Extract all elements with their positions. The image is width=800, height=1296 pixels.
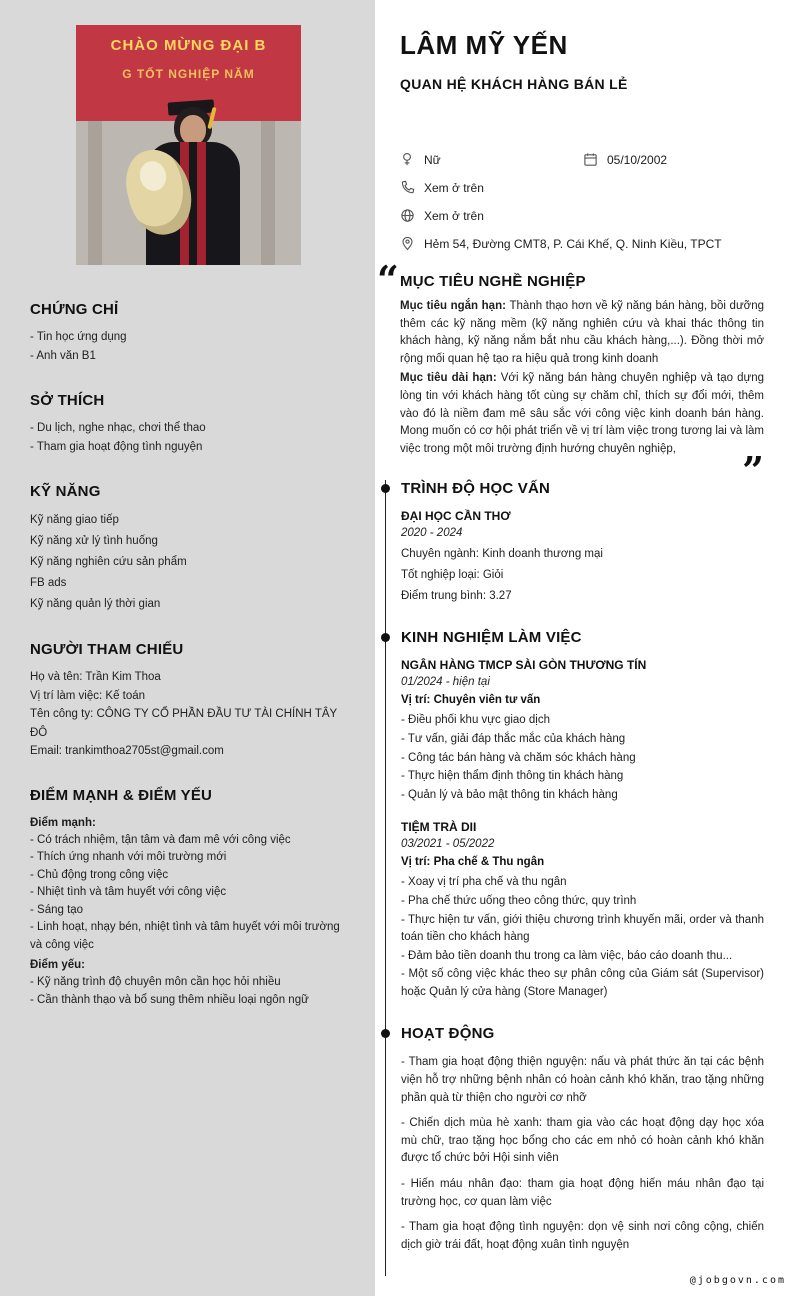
sidebar [0,0,375,1296]
info-website [400,208,764,223]
hobby-item: - Du lịch, nghe nhạc, chơi thể thao [30,422,206,434]
personal-info [400,152,764,251]
job-duty: - Quản lý và bảo mật thông tin khách hàng [401,788,618,801]
objective-short-text: Thành thạo hơn về kỹ năng bán hàng, bồi dưỡng thêm các kỹ năng mềm (kỹ năng nghiên cứu và khai thác thông tin khách hàng, kỹ năng nắm bắt nhu cầu khách hàng,...). Đồng thời mở rộng mối quan hệ tạo ra hiệu quả trong kinh doanh [400,300,764,365]
strength-item: - Linh hoạt, nhạy bén, nhiệt tình và tâm huyết với môi trường và công việc [30,921,340,951]
education-heading [401,480,764,497]
watermark: @jobgovn.com [689,1275,786,1286]
experience-heading-label: KINH NGHIỆM LÀM VIỆC [401,629,582,647]
location-icon [400,236,415,251]
phone-value: Xem ở trên [424,180,484,195]
job-duty: - Thực hiện thẩm định thông tin khách hàng [401,770,624,783]
photo-banner-text2: G TỐT NGHIỆP NĂM [122,67,255,81]
photo-building-column [261,121,275,265]
certificate-item: - Tin học ứng dụng [30,331,127,343]
weakness-item: - Cần thành thạo và bổ sung thêm nhiều loại ngôn ngữ [30,993,309,1006]
info-phone [400,180,764,195]
globe-icon [400,208,415,223]
strength-item: - Có trách nhiệm, tận tâm và đam mê với công việc [30,833,291,846]
gender-icon [400,152,415,167]
address-value: Hẻm 54, Đường CMT8, P. Cái Khế, Q. Ninh Kiều, TPCT [424,236,722,251]
strength-item: - Chủ động trong công việc [30,868,169,881]
skill-item: Kỹ năng quản lý thời gian [30,598,161,610]
info-row-gender-dob [400,152,764,167]
photo-banner-text: CHÀO MỪNG ĐẠI B [110,37,267,54]
info-address [400,236,764,251]
photo-building-column [88,121,102,265]
candidate-job-title: QUAN HỆ KHÁCH HÀNG BÁN LẺ [400,76,628,92]
reference-heading: NGƯỜI THAM CHIẾU [30,641,184,658]
strength-item: - Nhiệt tình và tâm huyết với công việc [30,886,227,898]
job-entry [401,658,764,804]
job-period: 03/2021 - 05/2022 [401,838,495,851]
weaknesses-label: Điểm yếu: [30,959,85,971]
reference-position: Vị trí làm việc: Kế toán [30,689,146,702]
website-value: Xem ở trên [424,208,484,223]
photo-person-face [180,115,206,145]
objective-short-term [400,298,764,368]
job-duty: - Tư vấn, giải đáp thắc mắc của khách hàng [401,732,626,745]
strengths-weaknesses-heading: ĐIỂM MẠNH & ĐIỂM YẾU [30,786,213,804]
phone-icon [400,180,415,195]
certificate-item: - Anh văn B1 [30,350,96,362]
education-period: 2020 - 2024 [401,527,463,540]
education-heading-label: TRÌNH ĐỘ HỌC VẤN [401,480,551,498]
job-position: Vị trí: Pha chế & Thu ngân [401,856,545,869]
education-grade: Tốt nghiệp loại: Giỏi [401,569,504,582]
skill-item: Kỹ năng xử lý tình huống [30,535,158,547]
reference-email: Email: trankimthoa2705st@gmail.com [30,745,224,757]
calendar-icon [583,152,598,167]
objective-heading: MỤC TIÊU NGHỀ NGHIỆP [400,273,586,290]
weakness-item: - Kỹ năng trình độ chuyên môn cần học hỏi nhiều [30,976,281,988]
close-quote-icon: ” [742,448,764,494]
activities-heading [401,1025,764,1042]
job-duty: - Công tác bán hàng và chăm sóc khách hàng [401,751,636,764]
job-duty: - Thực hiện tư vấn, giới thiệu chương trình khuyến mãi, order và thanh toán tiền cho khách hàng [401,913,764,944]
skill-item: Kỹ năng giao tiếp [30,514,119,526]
activities-heading-label: HOẠT ĐỘNG [401,1025,495,1043]
reference-company: Tên công ty: CÔNG TY CỔ PHẦN ĐẦU TƯ TÀI CHÍNH TÂY ĐÔ [30,708,337,739]
info-gender [400,152,583,167]
activity-item: - Chiến dịch mùa hè xanh: tham gia vào các hoạt động dạy học xóa mù chữ, trao tặng học bổng cho các em nhỏ có hoàn cảnh khó khăn được tổ chức bởi Hội sinh viên [401,1117,764,1165]
objective-short-label: Mục tiêu ngắn hạn: [400,300,510,312]
timeline [385,480,764,1276]
job-entry [401,820,764,1001]
job-duty: - Một số công việc khác theo sự phân công của Giám sát (Supervisor) hoặc Quản lý cửa hàng (Store Manager) [401,968,764,998]
skill-item: FB ads [30,577,67,589]
hobby-item: - Tham gia hoạt động tình nguyện [30,441,203,453]
strengths-label: Điểm mạnh: [30,816,96,829]
job-duty: - Pha chế thức uống theo công thức, quy trình [401,894,637,907]
job-duty: - Xoay vị trí pha chế và thu ngân [401,876,567,889]
job-duty: - Điều phối khu vực giao dịch [401,714,550,727]
activity-item: - Tham gia hoạt động tình nguyện: dọn vệ sinh nơi công cộng, chiến dịch giờ trái đất, hoạt động xuân tình nguyện [401,1221,764,1251]
section-bullet [381,1029,390,1038]
strength-item: - Thích ứng nhanh với môi trường mới [30,851,227,863]
education-major: Chuyên ngành: Kinh doanh thương mại [401,548,603,561]
main-column [375,0,800,1296]
strength-item: - Sáng tạo [30,903,84,916]
open-quote-icon: “ [377,257,399,302]
company-name: TIỆM TRÀ DII [401,820,477,835]
candidate-name: LÂM MỸ YẾN [400,30,568,60]
section-bullet [381,633,390,642]
education-gpa: Điểm trung bình: 3.27 [401,590,512,603]
objective-heading-row [377,257,764,302]
job-period: 01/2024 - hiện tại [401,676,490,689]
reference-name: Họ và tên: Trần Kim Thoa [30,671,161,683]
dob-value: 05/10/2002 [607,152,668,167]
job-position: Vị trí: Chuyên viên tư vấn [401,694,541,707]
info-dob [583,152,667,167]
hobbies-heading: SỞ THÍCH [30,392,105,409]
objective-long-label: Mục tiêu dài hạn: [400,372,501,385]
gender-value: Nữ [424,152,441,167]
activity-item: - Tham gia hoạt động thiện nguyện: nấu và phát thức ăn tại các bệnh viện hỗ trợ những bệnh nhân có hoàn cảnh khó khăn, trao tặng những phần quà từ thiện cho người cơ nhỡ [401,1056,764,1104]
objective-long-term [400,370,764,458]
skills-heading: KỸ NĂNG [30,483,101,500]
certificates-heading: CHỨNG CHỈ [30,301,119,318]
activity-item: - Hiến máu nhân đạo: tham gia hoạt động hiến máu nhân đạo tại trường học, cơ quan làm việc [401,1178,764,1208]
experience-heading [401,629,764,646]
company-name: NGÂN HÀNG TMCP SÀI GÒN THƯƠNG TÍN [401,658,647,673]
education-entry [401,509,764,605]
section-bullet [381,484,390,493]
school-name: ĐẠI HỌC CẦN THƠ [401,509,511,524]
profile-photo [76,25,301,265]
job-duty: - Đảm bảo tiền doanh thu trong ca làm việc, báo cáo doanh thu... [401,949,733,962]
skill-item: Kỹ năng nghiên cứu sản phẩm [30,556,187,568]
objective-long-text: Với kỹ năng bán hàng chuyên nghiệp và tạo dựng lòng tin với khách hàng tốt cùng sự chăm chỉ, thích sự đổi mới, thêm vào đó là niềm đam mê sâu sắc với công việc kinh doanh bán hàng. Mong muốn có cơ hội phát triển về vị trí làm việc trong tương lai và làm việc trong một môi trường định hướng chuyên nghiệp, [400,372,764,455]
